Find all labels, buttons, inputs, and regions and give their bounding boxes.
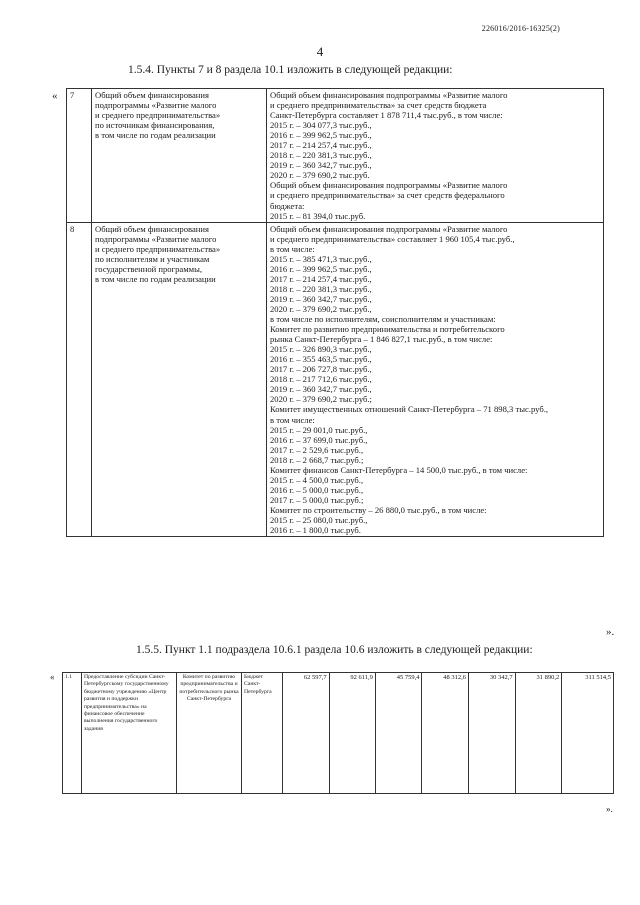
desc-line: в том числе по годам реализации (95, 273, 216, 284)
value-line: 2016 г. – 5 000,0 тыс.руб., (270, 484, 364, 495)
value-line: 2019 г. – 360 342,7 тыс.руб., (270, 160, 372, 171)
value-line: бюджета: (270, 200, 305, 211)
value-line: 2018 г. – 2 668,7 тыс.руб.; (270, 454, 364, 465)
row-1-1-source: Бюджет Санкт-Петербурга (242, 673, 283, 794)
value-line: 2019 г. – 360 342,7 тыс.руб., (270, 384, 372, 395)
value-line: 2016 г. – 399 962,5 тыс.руб., (270, 130, 372, 141)
value-line: 2020 г. – 379 690,2 тыс.руб., (270, 303, 372, 314)
desc-line: Общий объем финансирования (95, 90, 209, 100)
value-line: и среднего предпринимательства» за счет средств федерального (270, 190, 505, 201)
value-line: Комитет по развитию предпринимательства и потребительского (270, 324, 505, 335)
value-line: 2017 г. – 214 257,4 тыс.руб., (270, 140, 372, 151)
desc-line: и среднего предпринимательства» (95, 110, 221, 121)
desc-line: в том числе по годам реализации (95, 130, 216, 141)
value-line: 2015 г. – 4 500,0 тыс.руб., (270, 474, 364, 485)
section-1-heading: 1.5.4. Пункты 7 и 8 раздела 10.1 изложить в следующей редакции: (128, 64, 453, 76)
value-line: и среднего предпринимательства» за счет средств бюджета (270, 100, 487, 111)
value-line: 2015 г. – 326 890,3 тыс.руб., (270, 344, 372, 355)
value-line: 2018 г. – 217 712,6 тыс.руб., (270, 374, 372, 385)
value-line: Комитет по строительству – 26 880,0 тыс.руб., в том числе: (270, 504, 487, 515)
section-2-close-quote: ». (606, 804, 613, 814)
desc-line: подпрограммы «Развитие малого (95, 100, 217, 111)
value-line: 2017 г. – 5 000,0 тыс.руб.; (270, 494, 364, 505)
value-line: 2015 г. – 304 077,3 тыс.руб., (270, 120, 372, 131)
desc-line: по исполнителям и участникам (95, 253, 210, 264)
desc-line: государственной программы, (95, 263, 203, 274)
row-1-1-value-2018: 48 312,6 (422, 673, 469, 794)
row-1-1-value-2017: 45 759,4 (375, 673, 422, 794)
row-1-1-executor: Комитет по развитию предпринимательства и потребительского рынка Санкт-Петербурга (177, 673, 242, 794)
row-8-number: 8 (67, 222, 92, 536)
value-line: Комитет финансов Санкт-Петербурга – 14 500,0 тыс.руб., в том числе: (270, 464, 528, 475)
desc-line: по источникам финансирования, (95, 120, 215, 131)
value-line: Общий объем финансирования подпрограммы «Развитие малого (270, 90, 508, 100)
value-line: рынка Санкт-Петербурга – 1 846 827,1 тыс.руб., в том числе: (270, 334, 493, 345)
value-line: в том числе: (270, 414, 315, 425)
row-7-description (92, 89, 267, 223)
desc-line: и среднего предпринимательства» (95, 243, 221, 254)
row-8-description (92, 222, 267, 536)
desc-line: подпрограммы «Развитие малого (95, 233, 217, 244)
value-line: 2016 г. – 399 962,5 тыс.руб., (270, 263, 372, 274)
desc-line: Общий объем финансирования (95, 223, 209, 234)
value-line: 2018 г. – 220 381,3 тыс.руб., (270, 283, 372, 294)
value-line: 2019 г. – 360 342,7 тыс.руб., (270, 293, 372, 304)
value-line: Общий объем финансирования подпрограммы «Развитие малого (270, 223, 508, 234)
value-line: Комитет имущественных отношений Санкт-Петербурга – 71 898,3 тыс.руб., (270, 404, 548, 415)
section-2-open-quote: « (50, 672, 55, 682)
value-line: 2015 г. – 81 394,0 тыс.руб. (270, 210, 366, 221)
value-line: 2020 г. – 379 690,2 тыс.руб. (270, 170, 370, 181)
row-1-1-value-2016: 92 611,9 (329, 673, 375, 794)
value-line: 2016 г. – 37 699,0 тыс.руб., (270, 434, 368, 445)
row-7-number: 7 (67, 89, 92, 223)
row-7-value (267, 89, 604, 223)
subsidy-table (62, 672, 614, 794)
value-line: 2017 г. – 214 257,4 тыс.руб., (270, 273, 372, 284)
value-line: в том числе: (270, 243, 315, 254)
value-line: Общий объем финансирования подпрограммы «Развитие малого (270, 180, 508, 191)
value-line: 2015 г. – 25 080,0 тыс.руб., (270, 514, 368, 525)
value-line: 2016 г. – 355 463,5 тыс.руб., (270, 354, 372, 365)
section-1-open-quote: « (52, 90, 58, 102)
value-line: Санкт-Петербурга составляет 1 878 711,4 тыс.руб., в том числе: (270, 110, 503, 121)
financing-table (66, 88, 604, 537)
value-line: и среднего предпринимательства» составляет 1 960 105,4 тыс.руб., (270, 233, 515, 244)
value-line: 2017 г. – 206 727,8 тыс.руб., (270, 364, 372, 375)
row-1-1-description: Предоставление субсидии Санкт-Петербургскому государственному бюджетному учреждению «Центр развития и поддержки предпринимательства» на финансовое обеспечение выполнения государственного задания (82, 673, 177, 794)
value-line: 2017 г. – 2 529,6 тыс.руб., (270, 444, 364, 455)
table-row-7 (67, 89, 604, 223)
row-1-1-value-2020: 31 890,2 (515, 673, 562, 794)
row-1-1-value-2015: 62 597,7 (283, 673, 330, 794)
document-number: 226016/2016-16325(2) (481, 24, 560, 33)
value-line: 2020 г. – 379 690,2 тыс.руб.; (270, 394, 372, 405)
row-8-value (267, 222, 604, 536)
section-2-heading: 1.5.5. Пункт 1.1 подраздела 10.6.1 раздела 10.6 изложить в следующей редакции: (136, 644, 533, 656)
table-row-8 (67, 222, 604, 536)
value-line: 2015 г. – 29 001,0 тыс.руб., (270, 424, 368, 435)
value-line: в том числе по исполнителям, соисполнителям и участникам: (270, 314, 496, 325)
value-line: 2018 г. – 220 381,3 тыс.руб., (270, 150, 372, 161)
value-line: 2015 г. – 385 471,3 тыс.руб., (270, 253, 372, 264)
section-1-close-quote: ». (606, 626, 615, 638)
row-1-1-number: 1.1 (63, 673, 82, 794)
value-line: 2016 г. – 1 800,0 тыс.руб. (270, 525, 361, 536)
row-1-1-value-total: 311 514,5 (562, 673, 614, 794)
row-1-1-value-2019: 30 342,7 (469, 673, 516, 794)
table-row-1-1 (63, 673, 614, 794)
page-number: 4 (316, 44, 324, 59)
